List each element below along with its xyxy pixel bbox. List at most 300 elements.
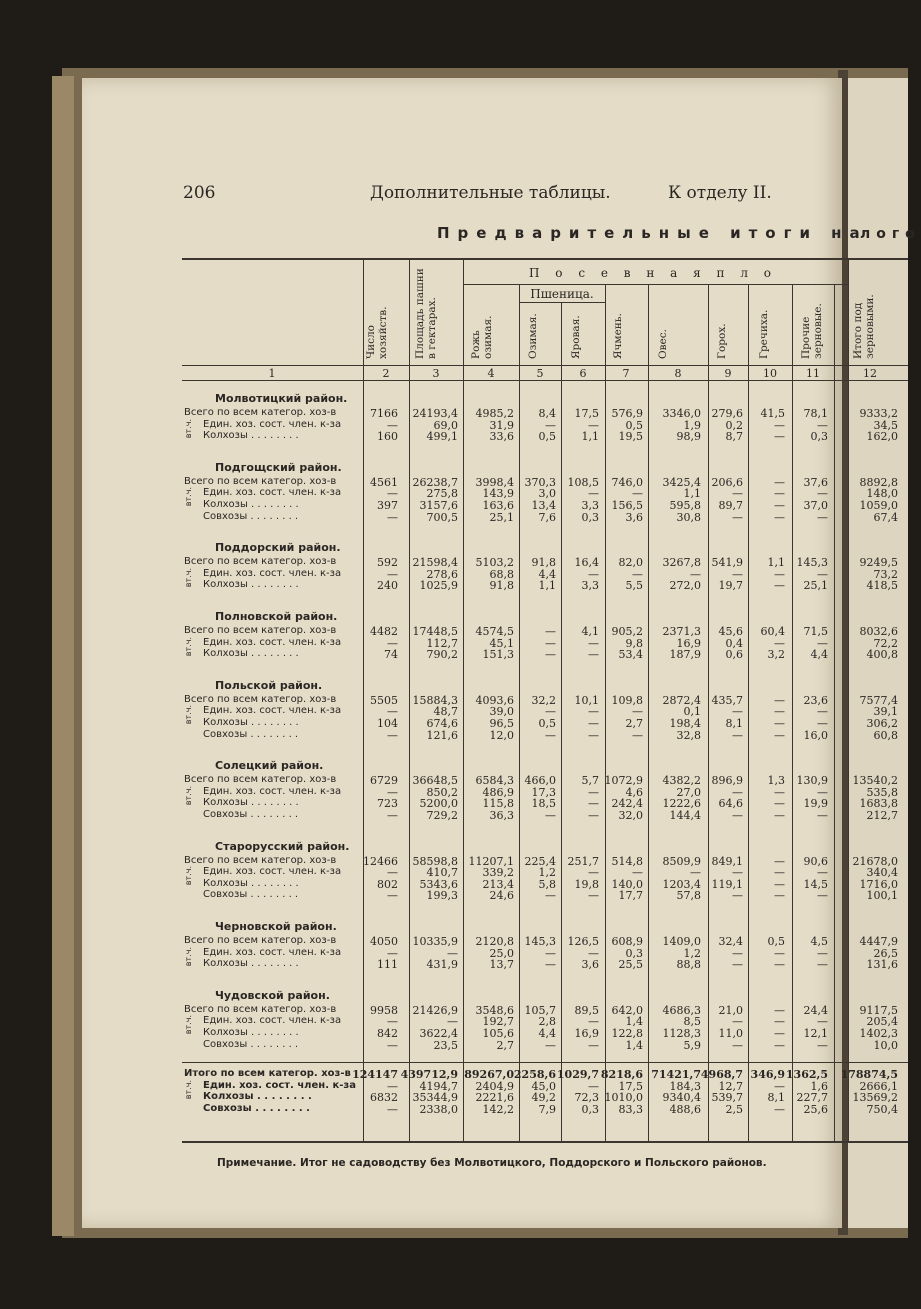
table-cell: 905,2: [611, 625, 643, 638]
table-cell: 105,7: [524, 1003, 556, 1017]
table-cell: 10335,9: [412, 935, 458, 948]
table-cell: 26,5: [873, 946, 898, 960]
table-cell: 145,3: [524, 935, 556, 948]
table-cell: 4093,6: [475, 693, 514, 707]
section-reference: К отделу II.: [668, 183, 772, 203]
table-cell: 1,4: [625, 1038, 643, 1052]
table-cell: 184,3: [669, 1079, 701, 1093]
table-cell: —: [817, 1015, 828, 1029]
table-cell: 11,0: [718, 1027, 743, 1040]
table-cell: 4,4: [810, 648, 828, 662]
column-rule: [409, 258, 410, 1141]
table-cell: 73,2: [873, 567, 898, 581]
table-cell: 206,6: [711, 475, 743, 489]
table-cell: 115,8: [482, 797, 514, 811]
table-cell: 8218,6: [600, 1068, 643, 1081]
table-cell: 89267,0: [464, 1068, 514, 1081]
table-cell: 2872,4: [662, 693, 701, 707]
table-cell: 32,4: [718, 935, 743, 948]
table-cell: 435,7: [711, 693, 743, 707]
table-cell: 4382,2: [662, 774, 701, 788]
table-cell: —: [588, 705, 599, 719]
table-cell: 431,9: [426, 958, 458, 972]
table-cell: 32,8: [676, 728, 701, 742]
table-cell: —: [817, 889, 828, 903]
table-cell: 0,5: [538, 717, 556, 730]
table-cell: 83,3: [618, 1102, 643, 1116]
row-label: Колхозы . . . . . . . .: [203, 579, 299, 591]
table-cell: 98,9: [676, 430, 701, 444]
table-cell: 72,3: [574, 1091, 599, 1105]
column-number: 9: [724, 367, 732, 380]
table-cell: 91,8: [531, 556, 556, 570]
table-cell: —: [588, 728, 599, 742]
table-cell: —: [774, 499, 785, 512]
table-cell: —: [774, 1027, 785, 1040]
table-cell: 272,0: [669, 579, 701, 593]
table-cell: 0,1: [683, 705, 701, 719]
table-cell: 4574,5: [475, 625, 514, 638]
district-name: Старорусский район.: [215, 839, 350, 853]
table-cell: —: [774, 1003, 785, 1017]
column-rule: [463, 258, 464, 1141]
column-header: Яровая.: [570, 315, 582, 359]
table-cell: —: [732, 728, 743, 742]
table-cell: —: [732, 1038, 743, 1052]
table-cell: 124147: [352, 1068, 398, 1081]
table-cell: —: [588, 797, 599, 811]
table-cell: 4447,9: [859, 935, 898, 948]
table-cell: 7577,4: [859, 693, 898, 707]
table-cell: 142,2: [482, 1102, 514, 1116]
table-cell: 17,7: [618, 889, 643, 903]
table-cell: —: [387, 785, 398, 799]
table-cell: 96,5: [489, 717, 514, 730]
table-cell: 25,1: [489, 510, 514, 524]
table-cell: 119,1: [711, 877, 743, 891]
table-cell: 1,1: [581, 430, 599, 444]
table-cell: —: [387, 1079, 398, 1093]
table-cell: —: [632, 728, 643, 742]
next-page-title: лого: [860, 226, 921, 242]
table-cell: —: [774, 797, 785, 811]
table-cell: 2,7: [496, 1038, 514, 1052]
table-cell: 279,6: [711, 407, 743, 420]
table-cell: 3,3: [581, 579, 599, 593]
table-cell: 37,0: [803, 499, 828, 512]
table-cell: —: [817, 809, 828, 822]
table-cell: 25,1: [803, 579, 828, 593]
table-cell: 17448,5: [412, 625, 458, 638]
table-cell: —: [732, 1015, 743, 1029]
table-cell: 78,1: [803, 407, 828, 420]
table-cell: 0,3: [581, 510, 599, 524]
table-cell: 45,6: [718, 625, 743, 638]
row-label: Колхозы . . . . . . . .: [203, 797, 299, 809]
table-cell: 4,6: [625, 785, 643, 799]
table-cell: —: [817, 958, 828, 972]
table-cell: 199,3: [426, 889, 458, 903]
table-cell: 12,0: [489, 728, 514, 742]
table-cell: 397: [377, 499, 398, 512]
table-cell: 13540,2: [852, 774, 898, 788]
table-cell: 111: [377, 958, 398, 972]
row-label: Колхозы . . . . . . . .: [203, 1091, 312, 1103]
table-cell: 9340,4: [662, 1091, 701, 1105]
table-cell: 275,8: [426, 487, 458, 501]
table-cell: —: [774, 946, 785, 960]
table-cell: 1402,3: [859, 1027, 898, 1040]
table-cell: —: [632, 705, 643, 719]
table-cell: 4,5: [810, 935, 828, 948]
table-cell: 539,7: [711, 1091, 743, 1105]
table-cell: 2,5: [725, 1102, 743, 1116]
column-number: 3: [432, 367, 440, 380]
table-title: Предварительные итоги на: [437, 224, 868, 242]
column-header: Итого под зерновыми.: [852, 294, 876, 359]
table-cell: —: [774, 717, 785, 730]
table-cell: 3,6: [625, 510, 643, 524]
column-header: Площадь пашни в гектарах.: [414, 268, 438, 359]
table-cell: 1029,7: [556, 1068, 599, 1081]
row-label: Совхозы . . . . . . . .: [203, 889, 299, 901]
table-cell: 16,9: [676, 636, 701, 650]
row-label: Всего по всем категор. хоз-в: [184, 1003, 337, 1015]
table-cell: —: [732, 567, 743, 581]
column-number: 8: [674, 367, 682, 380]
table-cell: 576,9: [611, 407, 643, 420]
table-cell: 71,5: [803, 625, 828, 638]
row-label: Един. хоз. сост. член. к-за: [203, 946, 342, 958]
column-rule: [748, 284, 749, 1141]
row-group-label: вт.ч.: [184, 636, 193, 656]
table-cell: —: [774, 693, 785, 707]
table-cell: 148,0: [866, 487, 898, 501]
table-cell: 49,2: [531, 1091, 556, 1105]
column-header: Горох.: [716, 323, 728, 359]
table-cell: 27,0: [676, 785, 701, 799]
table-cell: 4,4: [538, 567, 556, 581]
table-cell: 4985,2: [475, 407, 514, 420]
table-cell: 19,8: [574, 877, 599, 891]
table-cell: —: [545, 1038, 556, 1052]
table-cell: 3622,4: [419, 1027, 458, 1040]
table-cell: 2404,9: [475, 1079, 514, 1093]
district-name: Подгощский район.: [215, 460, 342, 474]
table-cell: 122,8: [611, 1027, 643, 1040]
table-cell: 10,1: [574, 693, 599, 707]
table-cell: 108,5: [567, 475, 599, 489]
table-cell: 187,9: [669, 648, 701, 662]
table-cell: 7166: [370, 407, 398, 420]
table-cell: 746,0: [611, 475, 643, 489]
table-cell: —: [447, 1015, 458, 1029]
header-bottom-rule: [182, 365, 908, 366]
table-cell: —: [387, 809, 398, 822]
table-cell: 16,0: [803, 728, 828, 742]
table-cell: —: [774, 418, 785, 432]
table-cell: —: [387, 866, 398, 880]
table-cell: 5,7: [581, 774, 599, 788]
table-cell: 439712,9: [400, 1068, 458, 1081]
table-cell: 0,3: [581, 1102, 599, 1116]
table-cell: 160: [377, 430, 398, 444]
row-label: Колхозы . . . . . . . .: [203, 717, 299, 728]
table-cell: 19,7: [718, 579, 743, 593]
table-cell: 8,1: [767, 1091, 785, 1105]
table-cell: —: [588, 785, 599, 799]
table-cell: 1362,5: [785, 1068, 828, 1081]
table-cell: 34,5: [873, 418, 898, 432]
table-cell: 306,2: [866, 717, 898, 730]
table-cell: 6832: [370, 1091, 398, 1105]
table-cell: —: [588, 889, 599, 903]
table-cell: —: [588, 636, 599, 650]
table-cell: 535,8: [866, 785, 898, 799]
table-cell: 499,1: [426, 430, 458, 444]
table-cell: —: [774, 430, 785, 444]
table-cell: 45,0: [531, 1079, 556, 1093]
table-cell: —: [817, 418, 828, 432]
table-cell: 67,4: [873, 510, 898, 524]
column-rule: [363, 258, 364, 1141]
column-number: 2: [382, 367, 390, 380]
table-cell: —: [545, 705, 556, 719]
table-cell: —: [588, 487, 599, 501]
table-cell: 10,0: [873, 1038, 898, 1052]
table-cell: 1,2: [538, 866, 556, 880]
row-label: Колхозы . . . . . . . .: [203, 648, 299, 660]
table-cell: 144,4: [669, 809, 701, 822]
table-cell: 23,6: [803, 693, 828, 707]
table-cell: 82,0: [618, 556, 643, 570]
table-cell: —: [545, 946, 556, 960]
table-cell: —: [774, 785, 785, 799]
table-cell: 3346,0: [662, 407, 701, 420]
row-label: Колхозы . . . . . . . .: [203, 1027, 299, 1038]
table-cell: 205,4: [866, 1015, 898, 1029]
table-cell: 192,7: [482, 1015, 514, 1029]
column-header: Озимая.: [527, 313, 539, 359]
table-cell: —: [732, 809, 743, 822]
table-cell: 278,6: [426, 567, 458, 581]
column-number: 6: [579, 367, 587, 380]
table-cell: 2120,8: [475, 935, 514, 948]
table-cell: 1,4: [625, 1015, 643, 1029]
table-cell: —: [588, 717, 599, 730]
table-cell: 227,7: [796, 1091, 828, 1105]
row-label: Един. хоз. сост. член. к-за: [203, 1079, 356, 1091]
table-cell: 1203,4: [662, 877, 701, 891]
table-cell: 53,4: [618, 648, 643, 662]
column-number: 5: [536, 367, 544, 380]
table-cell: 346,9: [750, 1068, 785, 1081]
table-cell: 595,8: [669, 499, 701, 512]
table-cell: 370,3: [524, 475, 556, 489]
table-cell: 1010,0: [604, 1091, 643, 1105]
table-cell: 418,5: [866, 579, 898, 593]
table-cell: 896,9: [711, 774, 743, 788]
table-cell: —: [545, 625, 556, 638]
table-cell: 24193,4: [412, 407, 458, 420]
table-cell: 178874,5: [840, 1068, 898, 1081]
table-cell: 5,9: [683, 1038, 701, 1052]
table-cell: 31,9: [489, 418, 514, 432]
row-label: Колхозы . . . . . . . .: [203, 877, 299, 889]
table-cell: 12466: [363, 854, 398, 868]
table-cell: —: [387, 946, 398, 960]
table-cell: 16,9: [574, 1027, 599, 1040]
table-cell: 592: [377, 556, 398, 570]
table-cell: 8,5: [683, 1015, 701, 1029]
table-cell: 143,9: [482, 487, 514, 501]
table-cell: —: [588, 946, 599, 960]
column-rule: [561, 302, 562, 1141]
row-label: Един. хоз. сост. член. к-за: [203, 636, 342, 648]
column-number: 4: [487, 367, 495, 380]
row-group-label: вт.ч.: [184, 1079, 193, 1099]
table-cell: 17,5: [618, 1079, 643, 1093]
table-cell: 2258,6: [513, 1068, 556, 1081]
table-cell: 3,0: [538, 487, 556, 501]
table-cell: 1,1: [767, 556, 785, 570]
table-cell: 126,5: [567, 935, 599, 948]
row-label: Всего по всем категор. хоз-в: [184, 854, 337, 866]
row-label: Всего по всем категор. хоз-в: [184, 774, 337, 786]
table-cell: 15884,3: [412, 693, 458, 707]
column-header: Число хозяйств.: [365, 306, 389, 359]
table-cell: 145,3: [796, 556, 828, 570]
table-cell: —: [387, 728, 398, 742]
column-rule: [519, 284, 520, 1141]
table-cell: 100,1: [866, 889, 898, 903]
table-cell: —: [387, 510, 398, 524]
table-cell: —: [774, 809, 785, 822]
row-label: Всего по всем категор. хоз-в: [184, 625, 337, 636]
table-cell: —: [774, 1079, 785, 1093]
table-cell: 750,4: [866, 1102, 898, 1116]
row-label: Един. хоз. сост. член. к-за: [203, 1015, 342, 1027]
table-cell: 4686,3: [662, 1003, 701, 1017]
table-cell: 608,9: [611, 935, 643, 948]
table-cell: 89,7: [718, 499, 743, 512]
table-cell: 48,7: [433, 705, 458, 719]
table-cell: —: [774, 866, 785, 880]
table-cell: 37,6: [803, 475, 828, 489]
table-cell: 4050: [370, 935, 398, 948]
table-cell: 410,7: [426, 866, 458, 880]
table-cell: —: [545, 648, 556, 662]
row-label: Всего по всем категор. хоз-в: [184, 556, 337, 568]
table-cell: 1,3: [767, 774, 785, 788]
row-label: Един. хоз. сост. член. к-за: [203, 567, 342, 579]
table-cell: —: [774, 889, 785, 903]
table-cell: 19,5: [618, 430, 643, 444]
table-cell: 4968,7: [700, 1068, 743, 1081]
column-rule: [648, 284, 649, 1141]
table-cell: 33,6: [489, 430, 514, 444]
table-cell: —: [817, 510, 828, 524]
table-cell: —: [774, 510, 785, 524]
table-cell: 723: [377, 797, 398, 811]
table-cell: —: [817, 636, 828, 650]
column-header: Ячмень.: [612, 313, 624, 359]
table-cell: 30,8: [676, 510, 701, 524]
table-cell: 0,3: [625, 946, 643, 960]
table-cell: 12,1: [803, 1027, 828, 1040]
row-label: Совхозы . . . . . . . .: [203, 809, 299, 820]
table-cell: 162,0: [866, 430, 898, 444]
table-cell: —: [774, 475, 785, 489]
table-cell: 4482: [370, 625, 398, 638]
table-cell: —: [774, 877, 785, 891]
table-cell: 9333,2: [859, 407, 898, 420]
table-cell: —: [588, 1038, 599, 1052]
table-cell: —: [588, 1015, 599, 1029]
row-label: Колхозы . . . . . . . .: [203, 958, 299, 970]
table-cell: —: [588, 1079, 599, 1093]
colnum-bottom-rule: [182, 380, 908, 381]
table-cell: 4561: [370, 475, 398, 489]
table-cell: —: [545, 889, 556, 903]
table-cell: 60,4: [760, 625, 785, 638]
table-cell: 13,4: [531, 499, 556, 512]
table-cell: 140,0: [611, 877, 643, 891]
table-cell: 39,0: [489, 705, 514, 719]
district-name: Полновской район.: [215, 610, 338, 623]
row-label: Всего по всем категор. хоз-в: [184, 407, 337, 418]
table-cell: 339,2: [482, 866, 514, 880]
table-cell: 674,6: [426, 717, 458, 730]
row-label: Един. хоз. сост. член. к-за: [203, 487, 342, 499]
table-cell: —: [588, 866, 599, 880]
column-rule: [605, 284, 606, 1141]
table-cell: 90,6: [803, 854, 828, 868]
table-cell: 112,7: [426, 636, 458, 650]
table-cell: 0,5: [538, 430, 556, 444]
table-cell: 21598,4: [412, 556, 458, 570]
table-cell: —: [387, 567, 398, 581]
column-rule: [848, 258, 849, 1141]
table-cell: 74: [384, 648, 398, 662]
table-cell: —: [690, 866, 701, 880]
column-header: Гречиха.: [758, 309, 770, 359]
table-cell: —: [545, 809, 556, 822]
table-cell: 251,7: [567, 854, 599, 868]
table-cell: —: [774, 1038, 785, 1052]
table-cell: 212,7: [866, 809, 898, 822]
page-number: 206: [183, 183, 216, 203]
row-label: Всего по всем категор. хоз-в: [184, 935, 337, 946]
table-cell: —: [632, 567, 643, 581]
table-cell: 849,1: [711, 854, 743, 868]
table-cell: —: [817, 717, 828, 730]
table-cell: 16,4: [574, 556, 599, 570]
column-number: 10: [763, 367, 777, 380]
table-cell: 8,4: [538, 407, 556, 420]
table-cell: —: [632, 866, 643, 880]
row-label: Всего по всем категор. хоз-в: [184, 693, 337, 705]
table-cell: 240: [377, 579, 398, 593]
table-cell: —: [387, 705, 398, 719]
table-cell: 13569,2: [852, 1091, 898, 1105]
table-cell: 35344,9: [412, 1091, 458, 1105]
column-number: 1: [268, 367, 276, 380]
table-cell: 19,9: [803, 797, 828, 811]
table-cell: 198,4: [669, 717, 701, 730]
table-cell: —: [387, 418, 398, 432]
table-cell: 12,7: [718, 1079, 743, 1093]
